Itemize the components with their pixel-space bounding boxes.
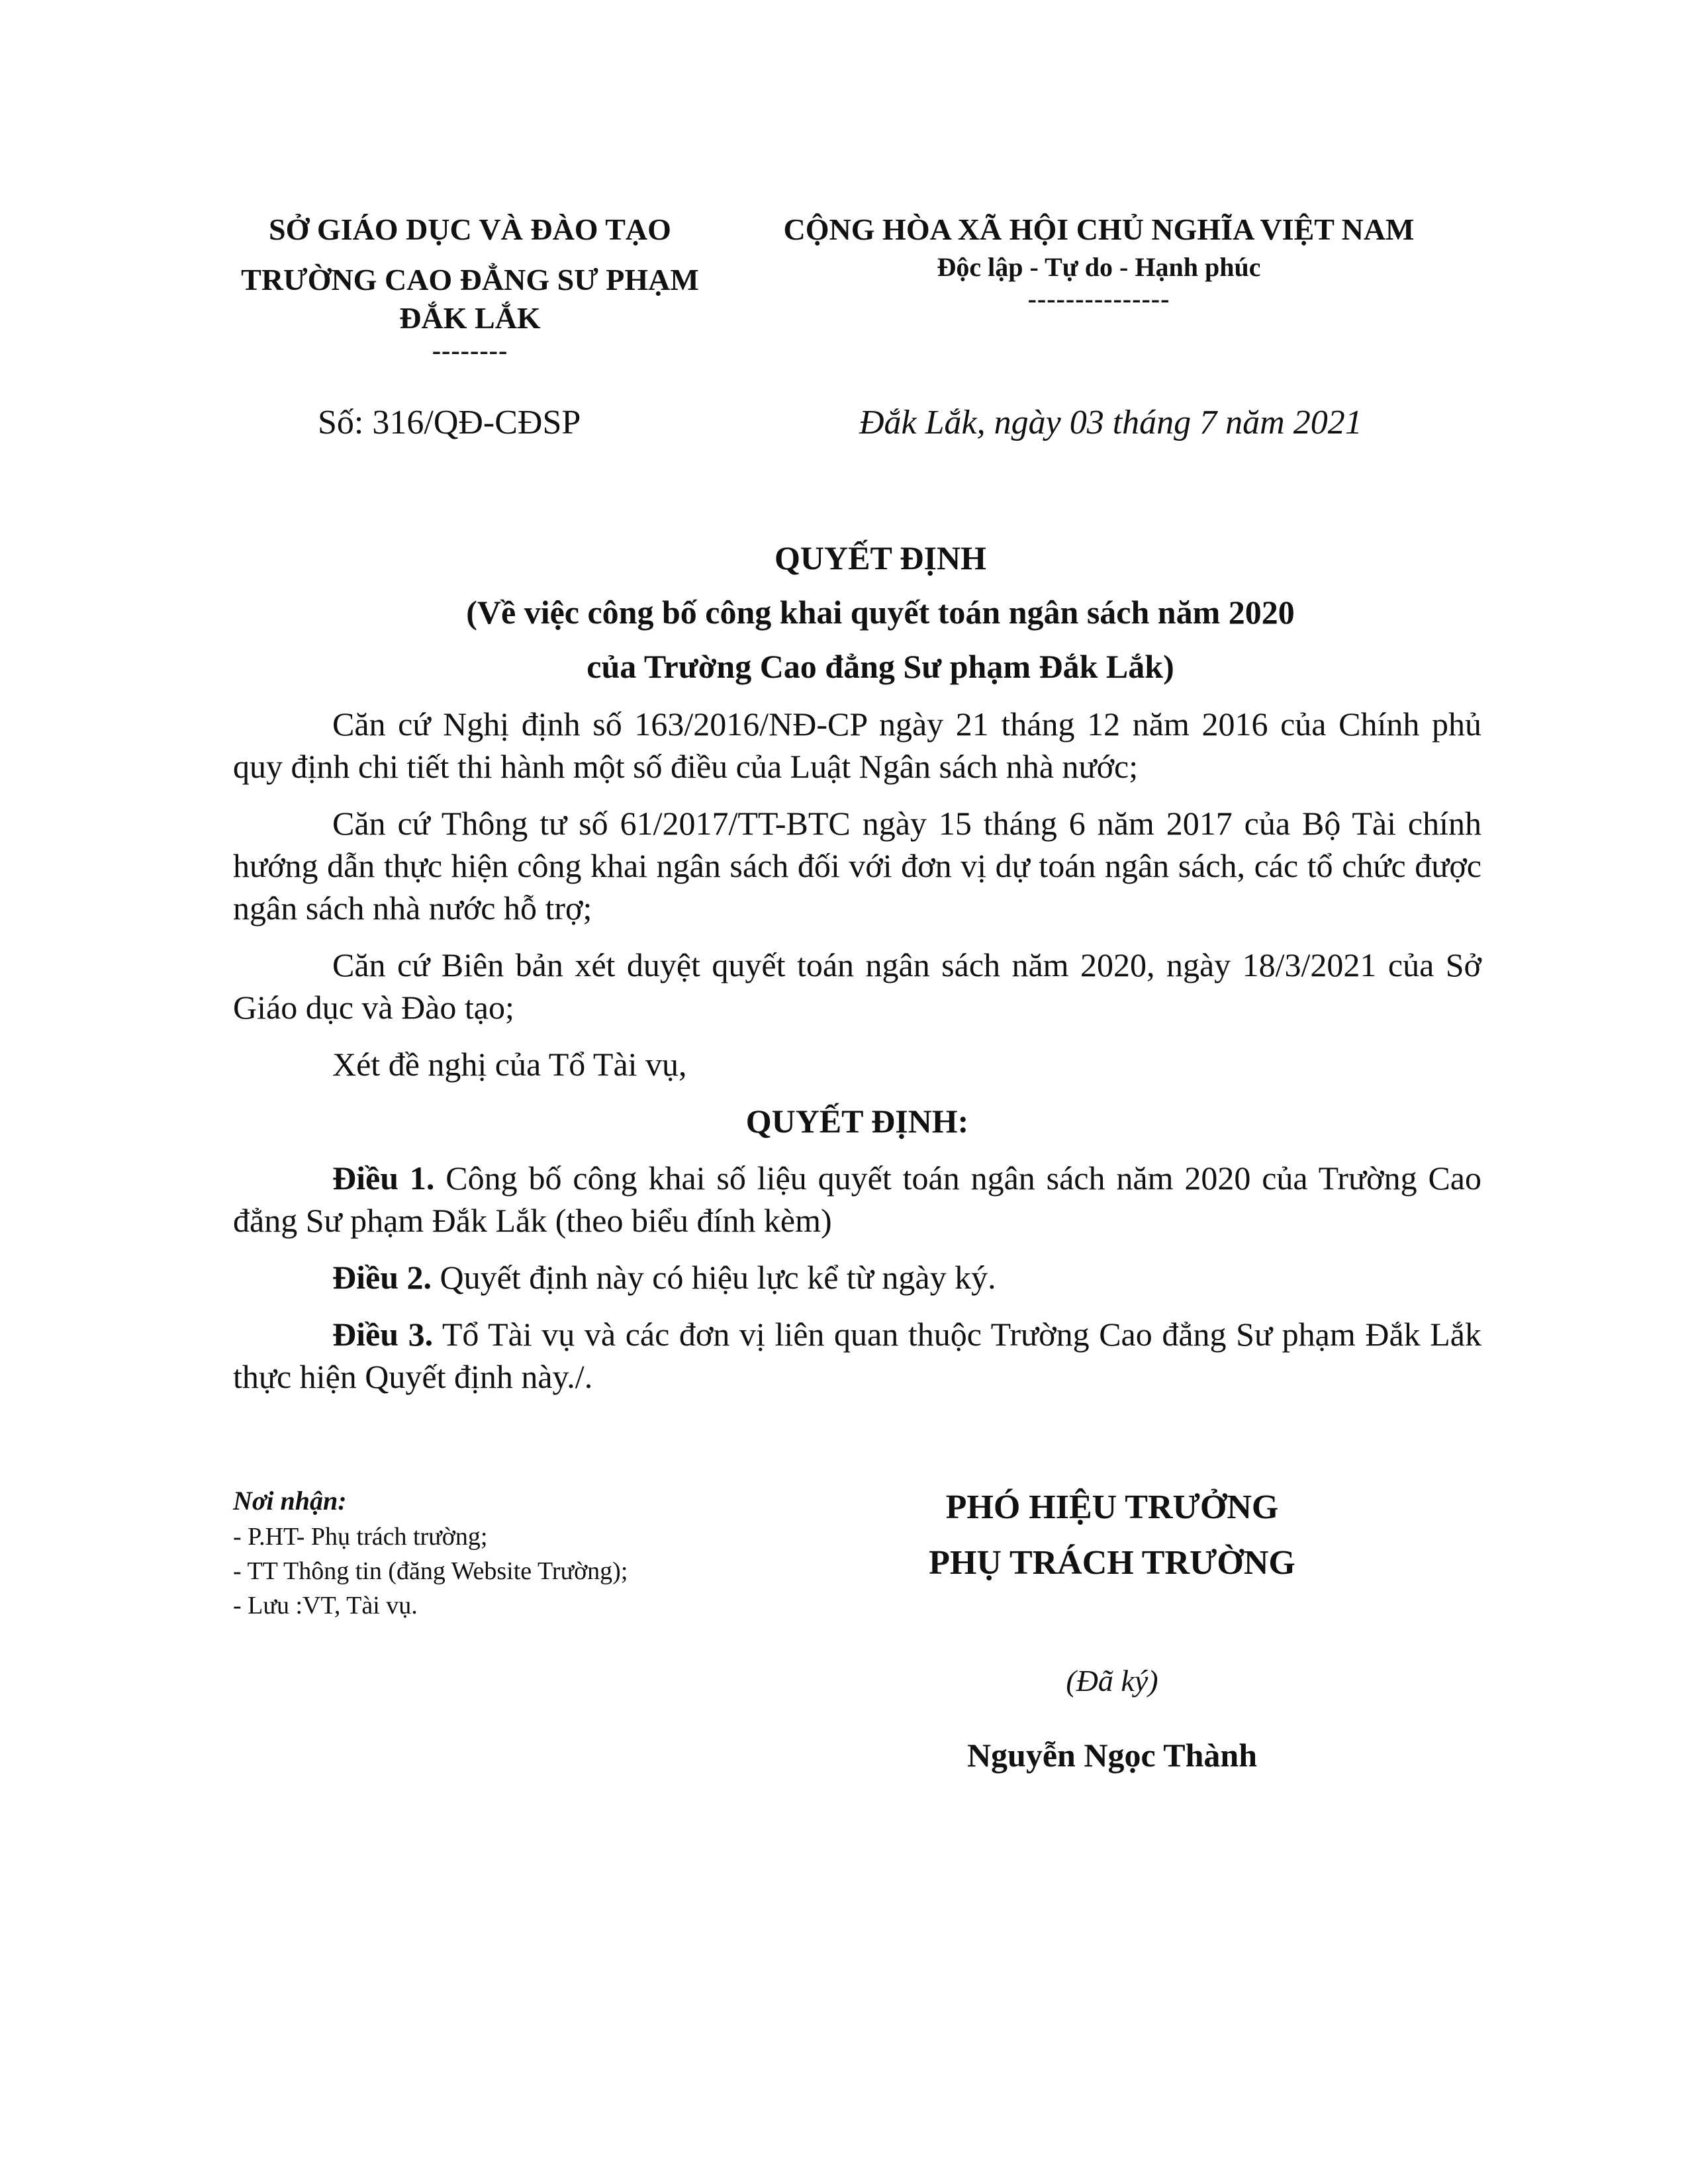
agency-school-line2: ĐẮK LẮK	[399, 301, 541, 335]
document-title	[199, 535, 1562, 690]
national-motto: Độc lập - Tự do - Hạnh phúc	[937, 252, 1261, 282]
place-and-date: Đắk Lắk, ngày 03 tháng 7 năm 2021	[859, 404, 1362, 441]
legal-basis-2: Căn cứ Thông tư số 61/2017/TT-BTC ngày 15 tháng 6 năm 2017 của Bộ Tài chính hướng dẫn thực hiện công khai ngân sách đối với đơn vị dự toán ngân sách, các tổ chức được ngân sách nhà nước hỗ trợ;	[233, 805, 1481, 927]
article-1-label: Điều 1.	[332, 1160, 435, 1197]
signature-block	[847, 1480, 1377, 1776]
country-name: CỘNG HÒA XÃ HỘI CHỦ NGHĨA VIỆT NAM	[783, 212, 1415, 246]
article-2-text: Quyết định này có hiệu lực kể từ ngày ký.	[432, 1259, 996, 1296]
signed-note: (Đã ký)	[1066, 1664, 1158, 1698]
agency-divider: --------	[432, 336, 508, 365]
issuing-agency-block	[199, 210, 741, 364]
signer-title-line1: PHÓ HIỆU TRƯỞNG	[945, 1488, 1279, 1526]
legal-basis-1: Căn cứ Nghị định số 163/2016/NĐ-CP ngày 21 tháng 12 năm 2016 của Chính phủ quy định chi tiết thi hành một số điều của Luật Ngân sách nhà nước;	[233, 705, 1481, 785]
article-3	[233, 1313, 1481, 1398]
signer-title-line2: PHỤ TRÁCH TRƯỜNG	[929, 1544, 1295, 1582]
proposal-line: Xét đề nghị của Tổ Tài vụ,	[332, 1046, 687, 1083]
recipient-item: - TT Thông tin (đăng Website Trường);	[233, 1557, 628, 1585]
national-motto-block	[702, 210, 1496, 312]
title-subject-line2: của Trường Cao đẳng Sư phạm Đắk Lắk)	[586, 648, 1174, 685]
document-body	[233, 703, 1481, 1398]
article-1-text: Công bố công khai số liệu quyết toán ngân sách năm 2020 của Trường Cao đẳng Sư phạm Đắk Lắk (theo biểu đính kèm)	[233, 1160, 1481, 1239]
article-2-label: Điều 2.	[332, 1259, 432, 1296]
article-3-label: Điều 3.	[332, 1316, 434, 1353]
article-1	[233, 1157, 1481, 1242]
article-3-text: Tổ Tài vụ và các đơn vị liên quan thuộc Trường Cao đẳng Sư phạm Đắk Lắk thực hiện Quyết định này./.	[233, 1316, 1482, 1395]
decision-heading: QUYẾT ĐỊNH:	[745, 1103, 969, 1140]
recipients-title: Nơi nhận:	[233, 1486, 347, 1516]
recipients-block	[233, 1482, 628, 1623]
article-2	[233, 1256, 1481, 1298]
recipient-item: - P.HT- Phụ trách trường;	[233, 1523, 488, 1551]
document-number: Số: 316/QĐ-CĐSP	[318, 404, 581, 441]
recipient-item: - Lưu :VT, Tài vụ.	[233, 1592, 418, 1619]
agency-department: SỞ GIÁO DỤC VÀ ĐÀO TẠO	[269, 212, 671, 246]
agency-school-line1: TRƯỜNG CAO ĐẲNG SƯ PHẠM	[241, 263, 699, 296]
title-main: QUYẾT ĐỊNH	[774, 539, 986, 576]
signer-name: Nguyễn Ngọc Thành	[966, 1737, 1258, 1774]
title-subject-line1: (Về việc công bố công khai quyết toán ngân sách năm 2020	[466, 594, 1295, 631]
motto-divider: ---------------	[1027, 284, 1170, 314]
legal-basis-3: Căn cứ Biên bản xét duyệt quyết toán ngân sách năm 2020, ngày 18/3/2021 của Sở Giáo dục và Đào tạo;	[233, 946, 1481, 1026]
